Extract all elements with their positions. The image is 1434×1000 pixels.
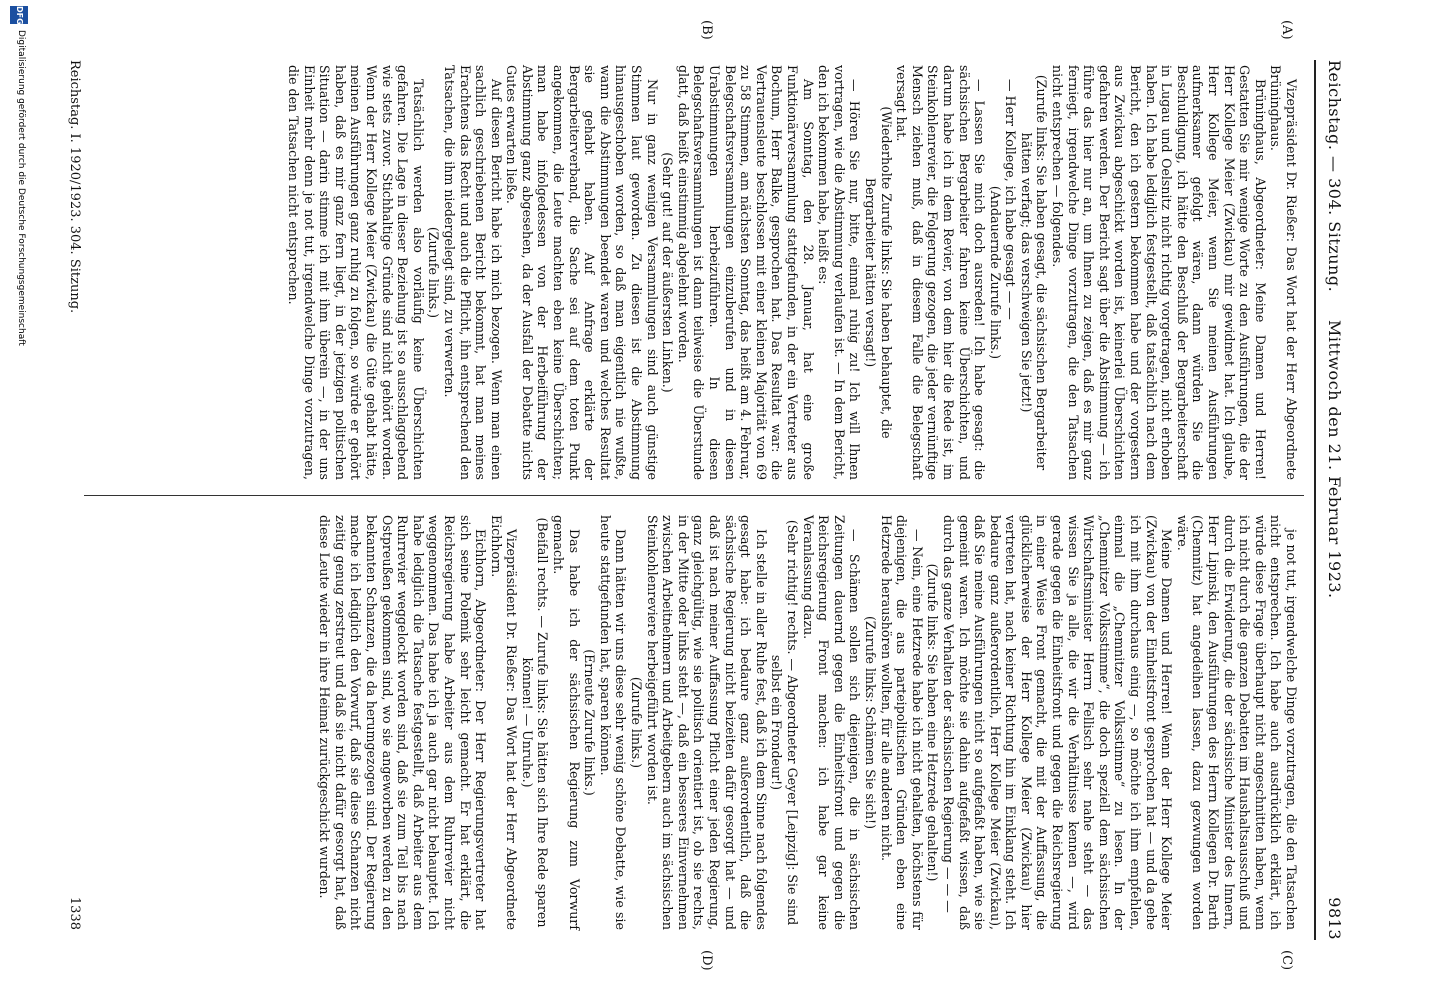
left-paragraph: — Lassen Sie mich doch ausreden! Ich habe gesagt: die sächsischen Bergarbeiter fahren keine Überschichten, und darum habe ich in dem Revier, von dem hier die Rede ist, im Steinkohlenrevier, die Folgerung gezogen, die jeder vernünftige Mensch ziehen muß, daß in diesem Falle die Belegschaft versagt hat. [894,65,988,480]
left-paragraph: Brüninghaus, Abgeordneter: Meine Damen und Herren! Gestatten Sie mir wenige Worte zu den Ausführungen, die der Herr Kollege Meier (Zwickau) mir gewidmet hat. Ich glaube, Herr Kollege Meier, wenn Sie meinen Ausführungen aufmerksamer gefolgt wären, dann würden Sie die Beschuldigung, ich hätte den Beschluß der Bergarbeiterschaft in Lugau und Oelsnitz nicht richtig vorgetragen, nicht erhoben haben. Ich habe lediglich festgestellt, daß tatsächlich nach dem Bericht, den ich gestern bekommen habe und der vorgestern aus Zwickau abgeschickt worden ist, keinerlei Überschichten gefahren werden. Der Bericht sagt über die Abstimmung — ich führe das hier nur an, um Ihnen zu zeigen, daß es mir ganz ferniegt, irgendwelche Dinge vorzutragen, die den Tatsachen nicht entsprechen — folgendes. [1050,65,1268,480]
right-paragraph: (Sehr richtig! rechts. — Abgeordneter Geyer [Leipzig]: Sie sind selbst ein Frondeur!) [769,519,800,926]
right-paragraph: Eichhorn, Abgeordneter: Der Herr Regierungsvertreter hat sich seine Polemik sehr leicht gemacht. Er hat erklärt, die Reichsregierung habe Arbeiter aus dem Ruhrrevier nicht weggenommen. Das habe ich ja auch gar nicht behauptet. Ich habe lediglich die Tatsache festgestellt, daß Arbeiter aus dem Ruhrrevier weggelockt worden sind, daß sie zum Teil bis nach Ostpreußen gekommen sind, wo sie angeworben werden zu den bekannten Schanzen, die da herumgezogen sind. Der Regierung mache ich lediglich den Vorwurf, daß sie diese Schanzen nicht zeitig genug zerstreut und daß sie nicht dafür gesorgt hat, daß diese Leute wieder in ihre Heimat zurückgeschickt wurden. [317,515,489,930]
funding-note: Digitalisierung gefördert durch die Deutsche Forschungsgemeinschaft [16,30,26,346]
footer-left: Reichstag. I. 1920/1923. 304. Sitzung. [67,60,82,314]
right-paragraph: (Erneute Zurufe links.) [582,649,598,796]
funding-strip [0,0,34,1000]
page-header [1318,60,1344,940]
dfg-logo-icon: DFG [10,6,28,24]
margin-mark-a: (A) [1279,20,1294,40]
right-paragraph: (Beifall rechts. — Zurufe links: Sie hätten sich Ihre Rede sparen können! — Unruhe.) [519,517,551,928]
margin-mark-b: (B) [699,20,714,40]
right-paragraph: Dann hätten wir uns diese sehr wenig schöne Debatte, wie sie heute stattgefunden hat, sparen können. [597,515,629,930]
header-rule [1314,60,1316,940]
right-paragraph: Ich stelle in aller Ruhe fest, daß ich dem Sinne nach folgendes gesagt habe: ich bedaure ganz außerordentlich, daß die sächsische Regierung nicht beizeiten dafür gesorgt hat — und daß ist nach meiner Auffassung Pflicht einer jeden Regierung, ganz gleichgültig, wie sie politisch orientiert ist, ob sie rechts, in der Mitte oder links steht —, daß ein besseres Einvernehmen zwischen Arbeitnehmern und Arbeitgebern auch im sächsischen Steinkohlenreviere herbeigeführt worden ist. [644,515,769,930]
right-paragraph: — Nein, eine Hetzrede habe ich nicht gehalten, höchstens für diejenigen, die aus parteipolitischen Gründen eben eine Hetzrede heraushören wollten, für alle anderen nicht. [878,515,925,930]
right-paragraph: Das habe ich der sächsischen Regierung zum Vorwurf gemacht. [551,515,582,930]
left-paragraph: — Hören Sie nur, bitte, einmal ruhig zu! Ich will Ihnen vortragen, wie die Abstimmung verlaufen ist. — In dem Bericht, den ich bekommen habe, heißt es: [816,65,863,480]
left-column [285,65,1299,480]
left-paragraph: Auf diesen Bericht habe ich mich bezogen. Wenn man einen sachlich geschriebenen Bericht bekommt, hat man meines Erachtens das Recht und auch die Pflicht, ihn entsprechend den Tatsachen, die ihm niedergelegt sind, zu verwerten. [441,65,504,480]
header-left: Reichstag. — 304. Sitzung. [1325,60,1344,293]
column-divider [84,495,1304,496]
left-paragraph: (Andauernde Zurufe links.) [987,185,1003,360]
right-paragraph: Vizepräsident Dr. Rießer: Das Wort hat der Herr Abgeordnete Eichhorn. [488,515,520,930]
footer-page-number: 1338 [67,896,82,930]
right-paragraph: (Zurufe links.) [629,676,645,769]
header-date: Mittwoch den 21. Februar 1923. [1325,320,1344,599]
left-paragraph: Tatsächlich werden also vorläufig keine Überschichten gefahren. Die Lage in dieser Beziehung ist so ausschlaggebend wie stets zuvor. Stichhaltige Gründe sind nicht gehört worden. Wenn der Herr Kollege Meier (Zwickau) die Güte gehabt hätte, meinen Ausführungen ganz ruhig zu folgen, so würde er gehört haben, daß es mir ganz fern liegt, in der jetzigen politischen Situation — darin stimme ich mit ihm überein —, in der uns Einheit mehr denn je not tut, irgendwelche Dinge vorzutragen, die den Tatsachen nicht entsprechen. [286,65,426,480]
margin-mark-d: (D) [699,950,714,971]
right-paragraph: (Zurufe links: Schämen Sie sich!) [862,615,878,830]
margin-mark-c: (C) [1279,950,1294,971]
left-paragraph: Am Sonntag, den 28. Januar, hat eine große Funktionärversammlung stattgefunden, in der ein Vertreter aus Bochum, Herr Balke, gesprochen hat. Das Resultat war: die Vertrauensleute beschlossen mit einer kleinen Majorität von 69 zu 58 Stimmen, am nächsten Sonntag, das heißt am 4. Februar, Belegschaftsversammlungen einzuberufen und in diesen Urabstimmungen herbeizuführen. In diesen Belegschaftsversammlungen ist dann teilweise die Überstunde glatt, daß heißt einstimmig abgelehnt worden. [675,65,816,480]
left-paragraph: (Wiederholte Zurufe links: Sie haben behauptet, die Bergarbeiter hätten versagt!) [862,106,894,439]
left-paragraph: (Zurufe links: Sie haben gesagt, die sächsischen Bergarbeiter hätten verfagt; das verschweigen Sie jetzt!) [1018,74,1050,471]
left-paragraph: (Sehr gut! auf der äußersten Linken.) [660,152,676,393]
header-page-number: 9813 [1325,897,1344,940]
right-paragraph: — Schämen sollen sich diejenigen, die in sächsischen Zeitungen dauernd gegen die Einheitsfront und gegen die Reichsregierung Front machen: ich habe gar keine Veranlassung dazu. [800,515,863,930]
left-paragraph: — Herr Kollege, ich habe gesagt — — [1003,79,1019,320]
left-paragraph: Nur in ganz wenigen Versammlungen sind auch günstige Stimmen laut geworden. Zu diesen ist die Abstimmung hinausgeschoben worden, so daß man eigentlich nie wußte, wann die Abstimmungen beendet waren und welches Resultat sie gehabt haben. Auf Anfrage erklärte der Bergarbeiterverband, die Sache sei auf dem toten Punkt angekommen, die Leute machten eben keine Überschichten; man habe infolgedessen von der Herbeiführung der Abstimmung ganz abgesehen, da der Ausfall der Debatte nichts Gutes erwarten ließe. [504,65,660,480]
left-paragraph: Vizepräsident Dr. Rießer: Das Wort hat der Herr Abgeordnete Brüninghaus. [1268,65,1299,480]
right-paragraph: (Zurufe links: Sie haben eine Hetzrede gehalten!) [925,563,941,882]
left-paragraph: (Zurufe links.) [426,226,442,319]
right-paragraph: Meine Damen und Herren! Wenn der Herr Kollege Meier (Zwickau) von der Einheitsfront gesprochen hat — und da gehe ich mit ihm durchaus einig —, so möchte ich ihm empfehlen, einmal die „Chemnitzer Volksstimme“ zu lesen. In der „Chemnitzer Volksstimme“, die doch speziell dem sächsischen Wirtschaftsminister Herrn Fellisch sehr nahe steht — das wissen Sie ja alle, die wir die Verhältnisse kennen —, wird gerade gegen die Einheitsfront und gegen die Reichsregierung in einer Weise Front gemacht, die mit der Auffassung, die glücklicherweise der Herr Kollege Meier (Zwickau) hier vertreten hat, nach keiner Richtung hin im Einklang steht. Ich bedaure ganz außerordentlich, Herr Kollege Meier (Zwickau), daß Sie meine Ausführungen nicht so aufgefaßt haben, wie sie gemeint waren. Ich möchte sie dahin aufgefaßt wissen, daß durch das ganze Verhalten der sächsischen Regierung — — — [940,515,1175,930]
right-column [317,515,1299,930]
right-paragraph: je not tut, irgendwelche Dinge vorzutragen, die den Tatsachen nicht entsprechen. Ich habe auch ausdrücklich erklärt, ich würde diese Frage überhaupt nicht angeschnitten haben, wenn ich nicht durch die ganzen Debatten im Haushaltsausschuß und durch die Erwiderung, die der sächsische Minister des Innern, Herr Lipinski, den Ausführungen des Herrn Kollegen Dr. Barth (Chemnitz) hat angedeihen lassen, dazu gezwungen worden wäre. [1174,515,1299,930]
